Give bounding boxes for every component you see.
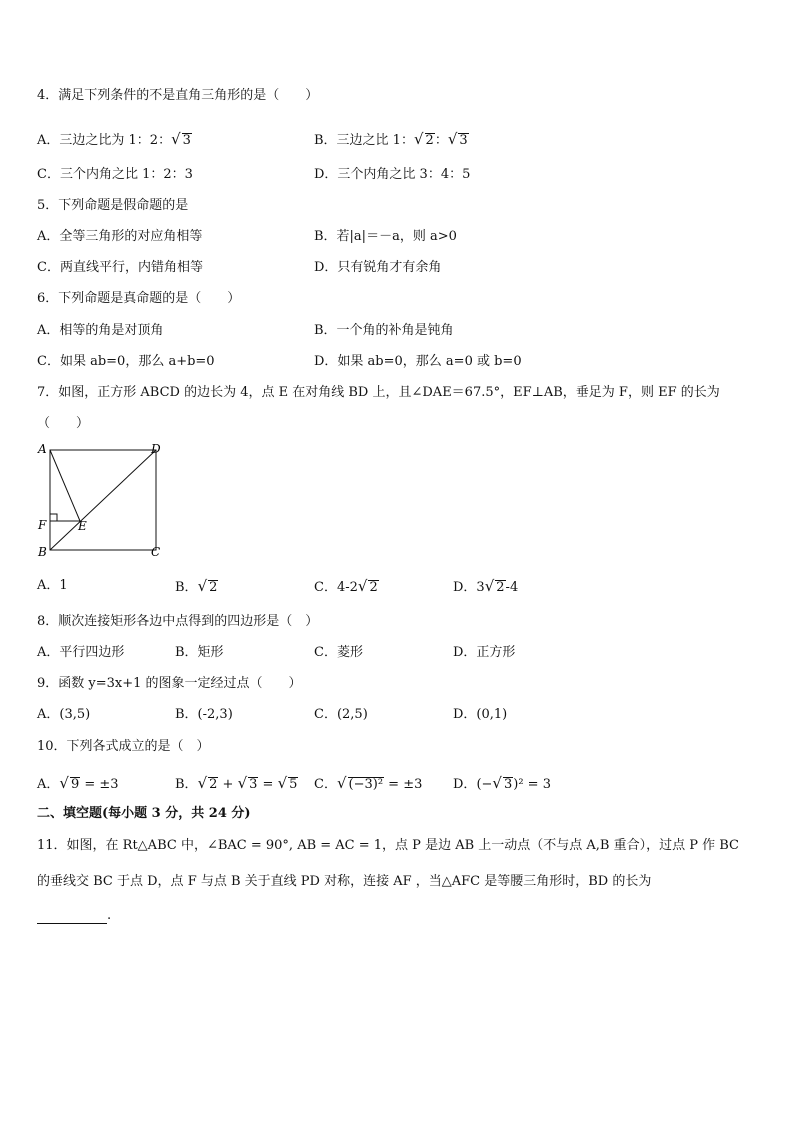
q10-option-b — [175, 775, 298, 793]
q9-option-c: C．(2,5) — [314, 707, 368, 722]
radical-sign-icon: √ — [277, 774, 288, 792]
q5-stem: 5．下列命题是假命题的是 — [37, 198, 189, 213]
q5-option-b: B．若|a|＝－a，则 a>0 — [314, 229, 457, 244]
q10-option-d-open-paren: (− — [476, 777, 493, 792]
q7-option-c-radicand: 2 — [369, 580, 378, 595]
radical-sign-icon: √ — [413, 130, 424, 148]
q6-option-d: D．如果 ab=0，那么 a=0 或 b=0 — [314, 354, 522, 369]
q4-option-b-radicand-2: 3 — [459, 133, 468, 148]
q6-option-c: C．如果 ab=0，那么 a+b=0 — [37, 354, 215, 369]
q6-stem: 6．下列命题是真命题的是（ ） — [37, 291, 241, 306]
q11-line1: 11．如图，在 Rt△ABC 中，∠BAC = 90°, AB = AC = 1，点 P 是边 AB 上一动点（不与点 A,B 重合），过点 P 作 BC — [37, 838, 739, 853]
q10-option-b-text: B． — [175, 777, 198, 792]
section-title: 二、填空题(每小题 3 分，共 24 分) — [37, 806, 251, 821]
q5-option-c: C．两直线平行，内错角相等 — [37, 260, 203, 275]
q10-option-d — [453, 775, 551, 793]
diagonal-bd — [50, 450, 156, 550]
q4-option-b-radicand-1: 2 — [425, 133, 434, 148]
q4-option-a-text: A．三边之比为 1：2： — [37, 133, 172, 148]
label-c: C — [151, 545, 161, 559]
q7-option-d — [453, 578, 518, 596]
q9-stem: 9．函数 y=3x+1 的图象一定经过点（ ） — [37, 676, 302, 691]
q7-option-d-tail: -4 — [505, 580, 519, 595]
q5-option-d: D．只有锐角才有余角 — [314, 260, 442, 275]
q9-option-d: D．(0,1) — [453, 707, 508, 722]
q9-option-a: A．(3,5) — [37, 707, 91, 722]
q10-option-b-radicand-1: 2 — [209, 777, 218, 792]
radical-sign-icon: √ — [447, 130, 458, 148]
radical-sign-icon: √ — [492, 774, 502, 792]
q7-stem-line1: 7．如图，正方形 ABCD 的边长为 4，点 E 在对角线 BD 上，且∠DAE＝67.5°，EF⊥AB，垂足为 F，则 EF 的长为 — [37, 385, 720, 400]
q7-option-b-text: B． — [175, 580, 198, 595]
q4-option-c: C．三个内角之比 1：2：3 — [37, 167, 193, 182]
q10-option-d-close-paren: )² — [513, 777, 524, 792]
label-d: D — [151, 442, 161, 456]
q10-option-b-radicand-3: 5 — [289, 777, 298, 792]
q6-option-a: A．相等的角是对顶角 — [37, 323, 164, 338]
q4-option-a-radicand: 3 — [182, 133, 191, 148]
radical-sign-icon: √ — [237, 774, 248, 792]
q7-option-a: A．1 — [37, 578, 68, 593]
q4-stem: 4．满足下列条件的不是直角三角形的是（ ） — [37, 88, 319, 103]
q10-option-d-radicand: 3 — [503, 777, 513, 792]
q10-option-b-radicand-2: 3 — [249, 777, 258, 792]
q10-option-c-tail: = ±3 — [384, 777, 423, 792]
q11-line2: 的垂线交 BC 于点 D，点 F 与点 B 关于直线 PD 对称，连接 AF ，当△AFC 是等腰三角形时，BD 的长为 — [37, 874, 652, 889]
q7-option-b-radicand: 2 — [209, 580, 218, 595]
q4-option-b-text: B．三边之比 1： — [314, 133, 414, 148]
q7-square-figure — [34, 440, 169, 562]
radical-sign-icon: √ — [197, 774, 208, 792]
q10-option-d-tail: = 3 — [523, 777, 551, 792]
label-f: F — [38, 518, 47, 532]
q10-option-a-tail: = ±3 — [80, 777, 119, 792]
radical-sign-icon: √ — [197, 577, 208, 595]
q10-option-c — [314, 775, 422, 793]
q8-stem: 8．顺次连接矩形各边中点得到的四边形是（ ） — [37, 614, 319, 629]
q10-option-b-equals: = — [258, 777, 278, 792]
q7-option-c — [314, 578, 379, 596]
segment-ae — [50, 450, 80, 521]
q4-option-b — [314, 131, 469, 149]
q8-option-d: D．正方形 — [453, 645, 516, 660]
radical-sign-icon: √ — [59, 774, 69, 792]
right-angle-mark-icon — [50, 514, 57, 521]
q10-option-c-radicand: (−3)² — [348, 777, 384, 792]
q9-option-b: B．(-2,3) — [175, 707, 233, 722]
q7-option-c-text: C．4-2 — [314, 580, 358, 595]
label-a: A — [38, 442, 47, 456]
q10-option-a-radicand: 9 — [70, 777, 80, 792]
q10-option-a — [37, 775, 119, 793]
q11-period: . — [107, 908, 112, 923]
q8-option-a: A．平行四边形 — [37, 645, 125, 660]
q10-option-c-text: C． — [314, 777, 337, 792]
radical-sign-icon: √ — [484, 577, 495, 595]
label-e: E — [78, 519, 87, 533]
q10-option-b-plus: + — [218, 777, 238, 792]
q5-option-a: A．全等三角形的对应角相等 — [37, 229, 203, 244]
q4-option-d: D．三个内角之比 3：4：5 — [314, 167, 471, 182]
label-b: B — [38, 545, 47, 559]
answer-blank[interactable] — [37, 911, 107, 924]
q7-option-d-radicand: 2 — [496, 580, 505, 595]
q10-stem: 10．下列各式成立的是（ ） — [37, 739, 210, 754]
q11-line3 — [37, 908, 111, 924]
q7-option-d-text: D．3 — [453, 580, 485, 595]
q10-option-d-text: D． — [453, 777, 477, 792]
q4-option-a — [37, 131, 192, 149]
q8-option-c: C．菱形 — [314, 645, 363, 660]
q4-option-b-colon: ： — [434, 133, 448, 148]
q8-option-b: B．矩形 — [175, 645, 224, 660]
radical-sign-icon: √ — [357, 577, 368, 595]
q6-option-b: B．一个角的补角是钝角 — [314, 323, 454, 338]
q7-option-b — [175, 578, 218, 596]
q10-option-a-text: A． — [37, 777, 60, 792]
q7-stem-line2: （ ） — [37, 416, 90, 431]
radical-sign-icon: √ — [336, 774, 347, 792]
radical-sign-icon: √ — [171, 130, 181, 148]
